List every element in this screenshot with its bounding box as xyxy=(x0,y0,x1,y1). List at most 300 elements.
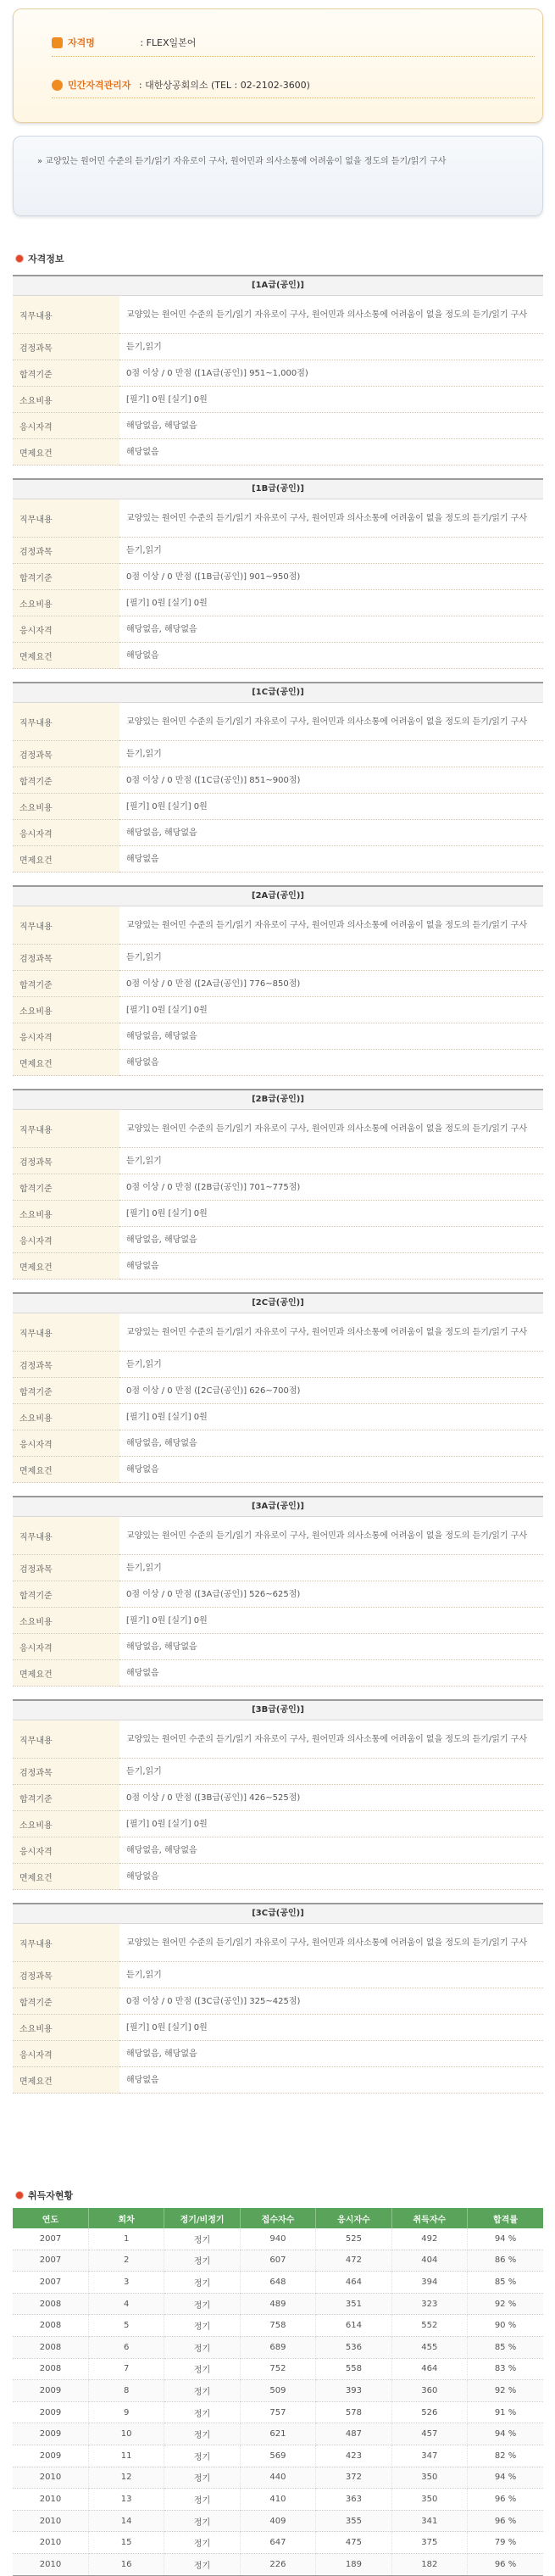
grade-row-value: 해당없음, 해당없음 xyxy=(119,2041,543,2067)
grade-row-label: 검정과목 xyxy=(13,538,119,564)
grade-row-value: 0점 이상 / 0 만점 ([2C급(공인)] 626~700점) xyxy=(119,1378,543,1404)
stats-cell: 정기 xyxy=(164,2445,240,2467)
grade-row-label: 소요비용 xyxy=(13,1608,119,1634)
grade-block xyxy=(13,885,543,1076)
stats-cell: 2009 xyxy=(13,2401,88,2423)
grade-row-pass xyxy=(13,360,543,387)
stats-cell: 757 xyxy=(240,2401,315,2423)
grade-row-label: 면제요건 xyxy=(13,846,119,873)
grade-row-duty xyxy=(13,296,543,334)
grade-row-label: 소요비용 xyxy=(13,1404,119,1430)
grade-row-label: 응시자격 xyxy=(13,1634,119,1660)
grade-row-duty xyxy=(13,906,543,945)
grade-row-value: [필기] 0원 [실기] 0원 xyxy=(119,2015,543,2041)
stats-cell: 2009 xyxy=(13,2423,88,2445)
grade-row-label: 검정과목 xyxy=(13,945,119,971)
grade-row-pass xyxy=(13,564,543,590)
stats-cell: 2008 xyxy=(13,2336,88,2358)
stats-cell: 4 xyxy=(88,2293,164,2315)
grade-row-value: 해당없음 xyxy=(119,439,543,466)
stats-cell: 341 xyxy=(391,2510,467,2532)
grade-row-label: 검정과목 xyxy=(13,334,119,360)
stats-cell: 2009 xyxy=(13,2445,88,2467)
grade-title: [3A급(공인)] xyxy=(13,1496,543,1517)
stats-cell: 정기 xyxy=(164,2553,240,2575)
grade-row-label: 면제요건 xyxy=(13,1864,119,1890)
stats-cell: 347 xyxy=(391,2445,467,2467)
stats-cell: 457 xyxy=(391,2423,467,2445)
grade-block xyxy=(13,682,543,873)
grade-row-value: 0점 이상 / 0 만점 ([1A급(공인)] 951~1,000점) xyxy=(119,360,543,387)
grade-row-label: 검정과목 xyxy=(13,1555,119,1581)
document-icon xyxy=(52,37,63,48)
stats-cell: 14 xyxy=(88,2510,164,2532)
stats-cell: 689 xyxy=(240,2336,315,2358)
grade-row-value: 듣기,읽기 xyxy=(119,538,543,564)
stats-cell: 정기 xyxy=(164,2510,240,2532)
stats-cell: 96 % xyxy=(468,2489,543,2511)
grade-block xyxy=(13,1292,543,1483)
grade-row-label: 합격기준 xyxy=(13,1378,119,1404)
grade-row-label: 합격기준 xyxy=(13,1785,119,1811)
grade-row-label: 소요비용 xyxy=(13,1201,119,1227)
section-title-stats xyxy=(15,2189,73,2203)
stats-cell: 647 xyxy=(240,2532,315,2554)
stats-cell: 393 xyxy=(316,2380,391,2402)
grade-row-value: [필기] 0원 [실기] 0원 xyxy=(119,1201,543,1227)
cert-org-label: 민간자격관리자 xyxy=(68,80,131,91)
stats-cell: 2010 xyxy=(13,2532,88,2554)
stats-cell: 569 xyxy=(240,2445,315,2467)
stats-cell: 487 xyxy=(316,2423,391,2445)
stats-cell: 464 xyxy=(391,2358,467,2380)
grade-row-value: 듣기,읽기 xyxy=(119,334,543,360)
stats-cell: 83 % xyxy=(468,2358,543,2380)
grade-row-cost xyxy=(13,1608,543,1634)
grade-row-label: 면제요건 xyxy=(13,1253,119,1280)
grade-block xyxy=(13,478,543,669)
grade-row-pass xyxy=(13,1174,543,1201)
grade-row-eligibility xyxy=(13,1023,543,1050)
grade-row-exemption xyxy=(13,1457,543,1483)
stats-cell: 464 xyxy=(316,2272,391,2294)
stats-cell: 410 xyxy=(240,2489,315,2511)
grade-row-duty xyxy=(13,1313,543,1352)
stats-column-header: 연도 xyxy=(13,2208,88,2228)
stats-cell: 2010 xyxy=(13,2553,88,2575)
stats-cell: 355 xyxy=(316,2510,391,2532)
stats-cell: 94 % xyxy=(468,2228,543,2250)
grade-row-value: 0점 이상 / 0 만점 ([3A급(공인)] 526~625점) xyxy=(119,1581,543,1608)
grade-row-subject xyxy=(13,1759,543,1785)
stats-column-header: 합격률 xyxy=(468,2208,543,2228)
grade-row-value: [필기] 0원 [실기] 0원 xyxy=(119,1404,543,1430)
grade-row-value: 듣기,읽기 xyxy=(119,1555,543,1581)
stats-cell: 7 xyxy=(88,2358,164,2380)
grade-row-label: 응시자격 xyxy=(13,1837,119,1864)
grade-block xyxy=(13,275,543,466)
grade-row-exemption xyxy=(13,1253,543,1280)
grade-row-label: 검정과목 xyxy=(13,1962,119,1988)
stats-cell: 정기 xyxy=(164,2423,240,2445)
grade-title: [3C급(공인)] xyxy=(13,1903,543,1924)
cert-name-row xyxy=(52,35,196,52)
stats-cell: 489 xyxy=(240,2293,315,2315)
grade-row-value: 교양있는 원어민 수준의 듣기/읽기 자유로이 구사, 원어민과 의사소통에 어려움이 없을 정도의 듣기/읽기 구사 xyxy=(119,499,543,538)
grade-title: [1B급(공인)] xyxy=(13,478,543,499)
grade-row-label: 응시자격 xyxy=(13,2041,119,2067)
stats-cell: 정기 xyxy=(164,2489,240,2511)
grade-row-exemption xyxy=(13,1864,543,1890)
stats-cell: 92 % xyxy=(468,2380,543,2402)
stats-cell: 79 % xyxy=(468,2532,543,2554)
grade-row-value: 교양있는 원어민 수준의 듣기/읽기 자유로이 구사, 원어민과 의사소통에 어려움이 없을 정도의 듣기/읽기 구사 xyxy=(119,906,543,945)
stats-cell: 정기 xyxy=(164,2315,240,2337)
grade-row-eligibility xyxy=(13,413,543,439)
grade-row-value: [필기] 0원 [실기] 0원 xyxy=(119,387,543,413)
grade-row-label: 응시자격 xyxy=(13,616,119,643)
grade-row-label: 응시자격 xyxy=(13,820,119,846)
stats-cell: 6 xyxy=(88,2336,164,2358)
stats-body xyxy=(13,2228,543,2575)
stats-cell: 475 xyxy=(316,2532,391,2554)
stats-cell: 94 % xyxy=(468,2423,543,2445)
stats-cell: 182 xyxy=(391,2553,467,2575)
grade-row-duty xyxy=(13,499,543,538)
grade-title: [1A급(공인)] xyxy=(13,275,543,296)
grade-row-label: 합격기준 xyxy=(13,971,119,997)
stats-cell: 404 xyxy=(391,2250,467,2272)
grade-row-cost xyxy=(13,2015,543,2041)
grade-row-exemption xyxy=(13,2067,543,2094)
grade-row-value: 해당없음, 해당없음 xyxy=(119,413,543,439)
grade-row-value: 0점 이상 / 0 만점 ([3C급(공인)] 325~425점) xyxy=(119,1988,543,2015)
grade-row-value: 해당없음, 해당없음 xyxy=(119,1430,543,1457)
description-text: » 교양있는 원어민 수준의 듣기/읽기 자유로이 구사, 원어민과 의사소통에 어려움이 없을 정도의 듣기/읽기 구사 xyxy=(37,157,447,166)
cert-org-row xyxy=(52,77,310,94)
grade-row-cost xyxy=(13,387,543,413)
grade-row-label: 면제요건 xyxy=(13,1660,119,1687)
stats-row xyxy=(13,2315,543,2337)
org-icon xyxy=(52,80,63,91)
stats-cell: 91 % xyxy=(468,2401,543,2423)
stats-row xyxy=(13,2293,543,2315)
grade-row-label: 직무내용 xyxy=(13,1110,119,1148)
stats-cell: 525 xyxy=(316,2228,391,2250)
stats-row xyxy=(13,2423,543,2445)
stats-cell: 86 % xyxy=(468,2250,543,2272)
stats-row xyxy=(13,2358,543,2380)
stats-cell: 94 % xyxy=(468,2467,543,2489)
stats-cell: 96 % xyxy=(468,2510,543,2532)
stats-column-header: 정기/비정기 xyxy=(164,2208,240,2228)
grade-row-label: 응시자격 xyxy=(13,1227,119,1253)
grade-row-duty xyxy=(13,703,543,741)
grade-row-value: [필기] 0원 [실기] 0원 xyxy=(119,997,543,1023)
grade-row-value: 교양있는 원어민 수준의 듣기/읽기 자유로이 구사, 원어민과 의사소통에 어려움이 없을 정도의 듣기/읽기 구사 xyxy=(119,1517,543,1555)
stats-cell: 455 xyxy=(391,2336,467,2358)
stats-cell: 2007 xyxy=(13,2250,88,2272)
stats-row xyxy=(13,2467,543,2489)
stats-cell: 92 % xyxy=(468,2293,543,2315)
stats-cell: 12 xyxy=(88,2467,164,2489)
grade-title: [2C급(공인)] xyxy=(13,1292,543,1313)
grade-row-cost xyxy=(13,997,543,1023)
grade-row-label: 소요비용 xyxy=(13,387,119,413)
stats-column-header: 회차 xyxy=(88,2208,164,2228)
grade-row-label: 소요비용 xyxy=(13,1811,119,1837)
grade-row-value: 교양있는 원어민 수준의 듣기/읽기 자유로이 구사, 원어민과 의사소통에 어려움이 없을 정도의 듣기/읽기 구사 xyxy=(119,1313,543,1352)
grade-title: [1C급(공인)] xyxy=(13,682,543,703)
grade-table xyxy=(13,906,543,1076)
stats-cell: 3 xyxy=(88,2272,164,2294)
grade-block xyxy=(13,1903,543,2094)
grade-row-subject xyxy=(13,1352,543,1378)
grade-row-label: 합격기준 xyxy=(13,1174,119,1201)
grade-title: [2A급(공인)] xyxy=(13,885,543,906)
stats-cell: 96 % xyxy=(468,2553,543,2575)
stats-table-wrap xyxy=(13,2208,543,2576)
grade-row-eligibility xyxy=(13,820,543,846)
grade-row-label: 합격기준 xyxy=(13,767,119,794)
stats-cell: 226 xyxy=(240,2553,315,2575)
stats-cell: 558 xyxy=(316,2358,391,2380)
grade-row-subject xyxy=(13,945,543,971)
grade-row-exemption xyxy=(13,1050,543,1076)
stats-cell: 정기 xyxy=(164,2272,240,2294)
stats-cell: 9 xyxy=(88,2401,164,2423)
grade-row-cost xyxy=(13,1811,543,1837)
grade-row-label: 면제요건 xyxy=(13,2067,119,2094)
section-title-info xyxy=(15,253,64,266)
grade-row-value: 해당없음 xyxy=(119,846,543,873)
stats-cell: 5 xyxy=(88,2315,164,2337)
stats-cell: 85 % xyxy=(468,2272,543,2294)
grade-row-label: 응시자격 xyxy=(13,1430,119,1457)
grade-row-label: 직무내용 xyxy=(13,296,119,334)
grade-row-eligibility xyxy=(13,1634,543,1660)
stats-row xyxy=(13,2489,543,2511)
grade-row-label: 면제요건 xyxy=(13,1457,119,1483)
grade-row-cost xyxy=(13,1404,543,1430)
grade-row-value: 교양있는 원어민 수준의 듣기/읽기 자유로이 구사, 원어민과 의사소통에 어려움이 없을 정도의 듣기/읽기 구사 xyxy=(119,1110,543,1148)
stats-row xyxy=(13,2401,543,2423)
stats-cell: 940 xyxy=(240,2228,315,2250)
grade-row-eligibility xyxy=(13,1837,543,1864)
stats-cell: 360 xyxy=(391,2380,467,2402)
grade-row-value: 0점 이상 / 0 만점 ([1C급(공인)] 851~900점) xyxy=(119,767,543,794)
stats-cell: 2009 xyxy=(13,2380,88,2402)
grade-row-exemption xyxy=(13,846,543,873)
stats-cell: 8 xyxy=(88,2380,164,2402)
grade-row-subject xyxy=(13,1962,543,1988)
stats-cell: 정기 xyxy=(164,2336,240,2358)
stats-cell: 10 xyxy=(88,2423,164,2445)
stats-row xyxy=(13,2553,543,2575)
stats-cell: 351 xyxy=(316,2293,391,2315)
grade-row-value: 해당없음, 해당없음 xyxy=(119,1227,543,1253)
stats-cell: 189 xyxy=(316,2553,391,2575)
grade-row-value: 듣기,읽기 xyxy=(119,1352,543,1378)
grade-row-pass xyxy=(13,1785,543,1811)
grade-row-value: 해당없음, 해당없음 xyxy=(119,820,543,846)
stats-cell: 2008 xyxy=(13,2293,88,2315)
section-title-stats-text: 취득자현황 xyxy=(28,2190,74,2201)
grade-row-value: 0점 이상 / 0 만점 ([1B급(공인)] 901~950점) xyxy=(119,564,543,590)
grade-row-label: 합격기준 xyxy=(13,1581,119,1608)
grade-block xyxy=(13,1496,543,1687)
grade-row-label: 소요비용 xyxy=(13,997,119,1023)
grade-row-value: 듣기,읽기 xyxy=(119,1962,543,1988)
grade-table xyxy=(13,1313,543,1483)
stats-cell: 16 xyxy=(88,2553,164,2575)
stats-cell: 2007 xyxy=(13,2272,88,2294)
grade-row-value: 해당없음 xyxy=(119,1457,543,1483)
stats-row xyxy=(13,2250,543,2272)
stats-column-header: 접수자수 xyxy=(240,2208,315,2228)
grade-row-label: 검정과목 xyxy=(13,1352,119,1378)
grade-row-label: 검정과목 xyxy=(13,741,119,767)
grade-row-label: 면제요건 xyxy=(13,439,119,466)
stats-cell: 2010 xyxy=(13,2510,88,2532)
grade-row-value: 교양있는 원어민 수준의 듣기/읽기 자유로이 구사, 원어민과 의사소통에 어려움이 없을 정도의 듣기/읽기 구사 xyxy=(119,1924,543,1962)
grade-row-label: 검정과목 xyxy=(13,1759,119,1785)
cert-name-label: 자격명 xyxy=(68,37,95,48)
stats-cell: 85 % xyxy=(468,2336,543,2358)
grade-table xyxy=(13,1517,543,1687)
grade-row-subject xyxy=(13,741,543,767)
stats-cell: 440 xyxy=(240,2467,315,2489)
grade-row-value: 교양있는 원어민 수준의 듣기/읽기 자유로이 구사, 원어민과 의사소통에 어려움이 없을 정도의 듣기/읽기 구사 xyxy=(119,296,543,334)
grade-row-eligibility xyxy=(13,1227,543,1253)
grade-table xyxy=(13,1924,543,2094)
grade-row-value: 해당없음 xyxy=(119,1864,543,1890)
grade-row-value: 듣기,읽기 xyxy=(119,1759,543,1785)
stats-cell: 492 xyxy=(391,2228,467,2250)
stats-cell: 758 xyxy=(240,2315,315,2337)
grade-row-label: 합격기준 xyxy=(13,564,119,590)
grade-row-duty xyxy=(13,1517,543,1555)
grade-block xyxy=(13,1089,543,1280)
stats-cell: 정기 xyxy=(164,2467,240,2489)
stats-cell: 2008 xyxy=(13,2358,88,2380)
stats-cell: 정기 xyxy=(164,2228,240,2250)
section-title-info-text: 자격정보 xyxy=(28,254,64,265)
grade-row-exemption xyxy=(13,439,543,466)
grade-table xyxy=(13,1720,543,1890)
stats-cell: 363 xyxy=(316,2489,391,2511)
stats-cell: 648 xyxy=(240,2272,315,2294)
grade-row-value: 해당없음, 해당없음 xyxy=(119,1023,543,1050)
grade-row-value: 듣기,읽기 xyxy=(119,741,543,767)
stats-cell: 15 xyxy=(88,2532,164,2554)
grade-row-subject xyxy=(13,1148,543,1174)
grade-row-value: 교양있는 원어민 수준의 듣기/읽기 자유로이 구사, 원어민과 의사소통에 어려움이 없을 정도의 듣기/읽기 구사 xyxy=(119,1720,543,1759)
grade-row-label: 소요비용 xyxy=(13,2015,119,2041)
grade-block xyxy=(13,1699,543,1890)
grade-row-label: 소요비용 xyxy=(13,794,119,820)
grade-row-subject xyxy=(13,538,543,564)
grade-row-value: [필기] 0원 [실기] 0원 xyxy=(119,794,543,820)
grade-row-label: 합격기준 xyxy=(13,1988,119,2015)
stats-cell: 11 xyxy=(88,2445,164,2467)
stats-cell: 2 xyxy=(88,2250,164,2272)
grade-row-label: 직무내용 xyxy=(13,703,119,741)
grade-row-label: 직무내용 xyxy=(13,1924,119,1962)
grade-row-label: 면제요건 xyxy=(13,1050,119,1076)
bullet-icon xyxy=(15,254,24,263)
grade-row-eligibility xyxy=(13,1430,543,1457)
stats-row xyxy=(13,2445,543,2467)
stats-cell: 82 % xyxy=(468,2445,543,2467)
stats-cell: 423 xyxy=(316,2445,391,2467)
grade-row-exemption xyxy=(13,643,543,669)
grade-row-cost xyxy=(13,590,543,616)
stats-row xyxy=(13,2510,543,2532)
grade-title: [2B급(공인)] xyxy=(13,1089,543,1110)
grade-row-value: [필기] 0원 [실기] 0원 xyxy=(119,1608,543,1634)
stats-cell: 607 xyxy=(240,2250,315,2272)
stats-cell: 정기 xyxy=(164,2380,240,2402)
stats-column-header: 응시자수 xyxy=(316,2208,391,2228)
stats-cell: 372 xyxy=(316,2467,391,2489)
stats-cell: 394 xyxy=(391,2272,467,2294)
grade-row-label: 직무내용 xyxy=(13,1517,119,1555)
grade-row-label: 검정과목 xyxy=(13,1148,119,1174)
grade-row-duty xyxy=(13,1924,543,1962)
stats-cell: 472 xyxy=(316,2250,391,2272)
grade-table xyxy=(13,499,543,669)
grade-row-value: 해당없음 xyxy=(119,1050,543,1076)
stats-cell: 정기 xyxy=(164,2250,240,2272)
stats-cell: 578 xyxy=(316,2401,391,2423)
stats-cell: 752 xyxy=(240,2358,315,2380)
stats-cell: 536 xyxy=(316,2336,391,2358)
grade-row-value: 교양있는 원어민 수준의 듣기/읽기 자유로이 구사, 원어민과 의사소통에 어려움이 없을 정도의 듣기/읽기 구사 xyxy=(119,703,543,741)
grade-table xyxy=(13,1110,543,1280)
grade-row-value: 해당없음, 해당없음 xyxy=(119,1837,543,1864)
grade-row-label: 합격기준 xyxy=(13,360,119,387)
stats-row xyxy=(13,2380,543,2402)
grade-row-value: 듣기,읽기 xyxy=(119,945,543,971)
divider xyxy=(52,56,535,57)
grade-row-label: 직무내용 xyxy=(13,906,119,945)
grade-row-duty xyxy=(13,1720,543,1759)
grade-table xyxy=(13,703,543,873)
description-box xyxy=(13,136,543,216)
grade-row-value: 해당없음, 해당없음 xyxy=(119,1634,543,1660)
grade-row-eligibility xyxy=(13,616,543,643)
grade-row-label: 직무내용 xyxy=(13,499,119,538)
grade-row-label: 응시자격 xyxy=(13,413,119,439)
grade-row-eligibility xyxy=(13,2041,543,2067)
cert-header-card xyxy=(13,8,543,123)
stats-column-header: 취득자수 xyxy=(391,2208,467,2228)
stats-cell: 375 xyxy=(391,2532,467,2554)
grade-row-exemption xyxy=(13,1660,543,1687)
stats-cell: 350 xyxy=(391,2467,467,2489)
grade-row-cost xyxy=(13,1201,543,1227)
grade-row-value: 0점 이상 / 0 만점 ([3B급(공인)] 426~525점) xyxy=(119,1785,543,1811)
stats-cell: 2010 xyxy=(13,2467,88,2489)
grade-row-value: 해당없음 xyxy=(119,2067,543,2094)
stats-row xyxy=(13,2532,543,2554)
grade-row-pass xyxy=(13,1581,543,1608)
stats-row xyxy=(13,2272,543,2294)
grade-row-label: 응시자격 xyxy=(13,1023,119,1050)
stats-cell: 2008 xyxy=(13,2315,88,2337)
bullet-icon xyxy=(15,2191,24,2200)
